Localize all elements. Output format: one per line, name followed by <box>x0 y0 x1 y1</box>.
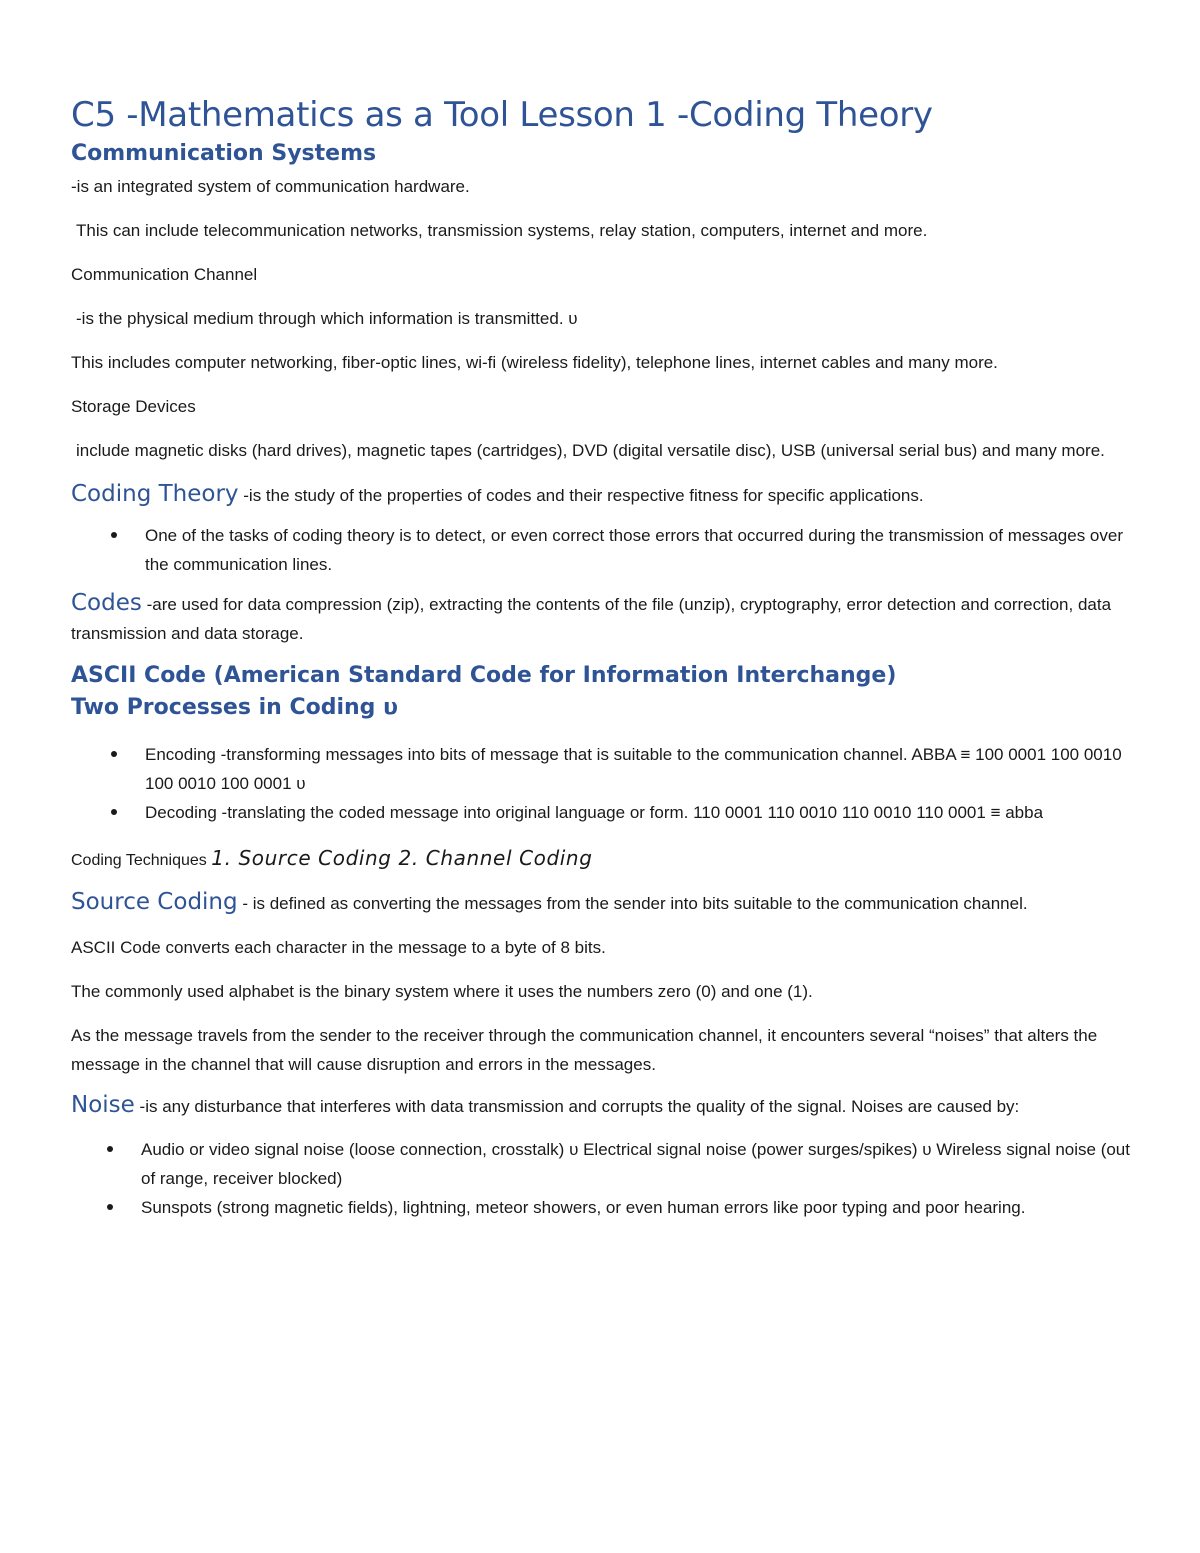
bullet-icon <box>107 1146 113 1152</box>
bullet-icon <box>111 532 117 538</box>
binary-system-paragraph: The commonly used alphabet is the binary system where it uses the numbers zero (0) and one (1). <box>71 982 813 1001</box>
document-title: C5 -Mathematics as a Tool Lesson 1 -Coding Theory <box>71 95 933 135</box>
communication-systems-heading: Communication Systems <box>71 141 377 166</box>
communication-channel-heading: Communication Channel <box>71 265 258 284</box>
communication-channel-include: This includes computer networking, fiber-optic lines, wi-fi (wireless fidelity), telephone lines, internet cables and many more. <box>71 353 998 372</box>
list-item <box>71 521 1131 579</box>
source-coding-paragraph <box>71 888 1131 918</box>
coding-techniques-label: Coding Techniques <box>71 852 212 869</box>
communication-systems-definition: -is an integrated system of communication hardware. <box>71 177 470 196</box>
noise-term: Noise <box>71 1092 135 1118</box>
coding-processes-list <box>71 740 1131 827</box>
list-item <box>71 798 1131 827</box>
coding-theory-list <box>71 521 1131 579</box>
ascii-bits-paragraph: ASCII Code converts each character in the message to a byte of 8 bits. <box>71 938 606 957</box>
list-item <box>71 1135 1131 1193</box>
communication-systems-include: This can include telecommunication networks, transmission systems, relay station, computers, internet and more. <box>76 221 928 240</box>
noise-definition: -is any disturbance that interferes with data transmission and corrupts the quality of the signal. Noises are caused by: <box>134 1097 1020 1116</box>
source-coding-definition: - is defined as converting the messages from the sender into bits suitable to the communication channel. <box>237 894 1028 913</box>
two-processes-heading: Two Processes in Coding υ <box>71 695 398 720</box>
coding-theory-term: Coding Theory <box>71 481 239 507</box>
coding-theory-bullet: One of the tasks of coding theory is to detect, or even correct those errors that occurred during the transmission of messages over the communication lines. <box>145 526 1123 574</box>
coding-theory-paragraph <box>71 477 1131 513</box>
ascii-heading: ASCII Code (American Standard Code for Information Interchange) <box>71 663 897 688</box>
source-coding-term: Source Coding <box>71 889 238 915</box>
noise-paragraph <box>71 1091 1131 1121</box>
coding-techniques-items: 1. Source Coding 2. Channel Coding <box>211 846 593 870</box>
codes-term: Codes <box>71 590 142 616</box>
noises-paragraph: As the message travels from the sender to the receiver through the communication channel, it encounters several “noises” that alters the message in the channel that will cause disruption and errors in the messages. <box>71 1026 1098 1074</box>
codes-definition: -are used for data compression (zip), extracting the contents of the file (unzip), cryptography, error detection and correction, data transmission and data storage. <box>71 595 1112 643</box>
list-item <box>71 740 1131 798</box>
noise-causes-list <box>71 1135 1131 1222</box>
coding-techniques-paragraph <box>71 841 1131 878</box>
communication-channel-definition: -is the physical medium through which information is transmitted. υ <box>76 309 578 328</box>
bullet-icon <box>107 1204 113 1210</box>
bullet-icon <box>111 809 117 815</box>
codes-paragraph <box>71 589 1131 648</box>
bullet-icon <box>111 751 117 757</box>
storage-devices-heading: Storage Devices <box>71 397 196 416</box>
decoding-item: Decoding -translating the coded message into original language or form. 110 0001 110 0010 110 0010 110 0001 ≡ abba <box>145 803 1044 822</box>
coding-theory-definition: -is the study of the properties of codes and their respective fitness for specific applications. <box>238 486 924 505</box>
noise-cause-item: Audio or video signal noise (loose connection, crosstalk) υ Electrical signal noise (power surges/spikes) υ Wireless signal noise (out of range, receiver blocked) <box>141 1140 1130 1188</box>
encoding-item: Encoding -transforming messages into bits of message that is suitable to the communication channel. ABBA ≡ 100 0001 100 0010 100 0010 100 0001 υ <box>145 745 1122 793</box>
list-item <box>71 1193 1131 1222</box>
document-page <box>71 92 1131 1222</box>
noise-cause-item: Sunspots (strong magnetic fields), lightning, meteor showers, or even human errors like poor typing and poor hearing. <box>141 1198 1026 1217</box>
storage-devices-include: include magnetic disks (hard drives), magnetic tapes (cartridges), DVD (digital versatile disc), USB (universal serial bus) and many more. <box>76 441 1105 460</box>
